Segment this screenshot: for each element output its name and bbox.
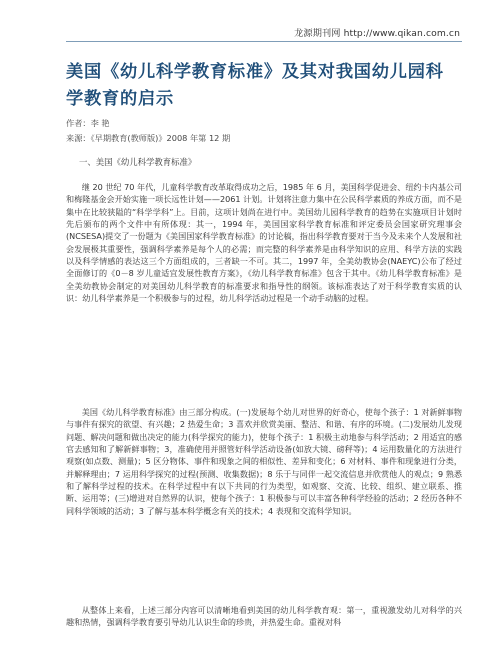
body-paragraph: 继 20 世纪 70 年代，儿童科学教育改革取得成功之后，1985 年 6 月，美国科学促进会、纽约卡内基公司和梅隆基金会开始实施一项长远性计划——2061 计划。计划将注意力集中在公民科学素质的养成方面，而不是集中在比较狭隘的“科学学科”上。目前，这项计划尚在进行中。美国幼儿园科学教育的趋势在实施项目计划时先后颁布的两个文件中有所体现：其一，1994 年，美国国家科学教育标准和评定委员会国家研究理事会(NCSESA)提交了一份题为《美国国家科学教育标准》的讨论稿，指出科学教育要对于当今及未来个人发展和社会发展极其重要性，强调科学素养是每个人的必需；而完整的科学素养是由科学知识的应用、科学方法的实践以及科学情感的表达这三个方面组成的，三者缺一不可。其二，1997 年，全美幼教协会(NAEYC)公布了经过全面修订的《0－8 岁儿童适宜发展性教育方案》，《幼儿科学教育标准》包含于其中。《幼儿科学教育标准》是全美幼教协会制定的对美国幼儿科学教育的标准要求和指导性的纲领。该标准表达了对于科学教育实质的认识：幼儿科学素养是一个积极参与的过程，幼儿科学活动过程是一个动手动脑的过程。 <box>66 182 462 304</box>
article-title: 美国《幼儿科学教育标准》及其对我国幼儿园科学教育的启示 <box>66 62 444 109</box>
body-paragraph: 美国《幼儿科学教育标准》由三部分构成。(一)发展每个幼儿对世界的好奇心，使每个孩子：1 对新鲜事物与事件有探究的欲望、有兴趣；2 热爱生命；3 喜欢并欣赏美丽、整洁、和谐、有序的环境。(二)发展幼儿发现问题、解决问题和做出决定的能力(科学探究的能力)，使每个孩子：1 积极主动地参与科学活动；2 用适宜的感官去感知和了解新鲜事物；3，准确使用并照管好科学活动设备(如放大镜、磅秤等)；4 运用数量化的方法进行观察(如点数、测量)；5 区分物体、事件和现象之间的相似性、差异和变化；6 对材料、事件和现象进行分类，并解释理由；7 运用科学探究的过程(预测、收集数据)；8 乐于与同伴一起交流信息并欣赏他人的观点；9 熟悉和了解科学过程的技术。在科学过程中有以下共同的行为类型，如观察、交流、比较、组织、建立联系、推断、运用等；(三)增进对自然界的认识，使每个孩子：1 积极参与可以丰富各种科学经验的活动；2 经历各种不同科学领域的活动；3 了解与基本科学概念有关的技术；4 表现和交流科学知识。 <box>66 407 462 516</box>
author-line: 作者：李 艳 <box>66 118 110 128</box>
source-line: 来源：《早期教育(教师版)》2008 年第 12 期 <box>66 133 231 143</box>
body-paragraph: 从整体上来看，上述三部分内容可以清晰地看到美国的幼儿科学教育观：第一，重视激发幼儿对科学的兴趣和热情，强调科学教育要引导幼儿认识生命的珍贵，并热爱生命。重视对科 <box>66 605 462 628</box>
journal-source-header: 龙源期刊网 http://www.qikan.com.cn <box>294 28 460 39</box>
header-divider <box>66 41 462 42</box>
section-heading: 一、美国《幼儿科学教育标准》 <box>79 157 197 167</box>
